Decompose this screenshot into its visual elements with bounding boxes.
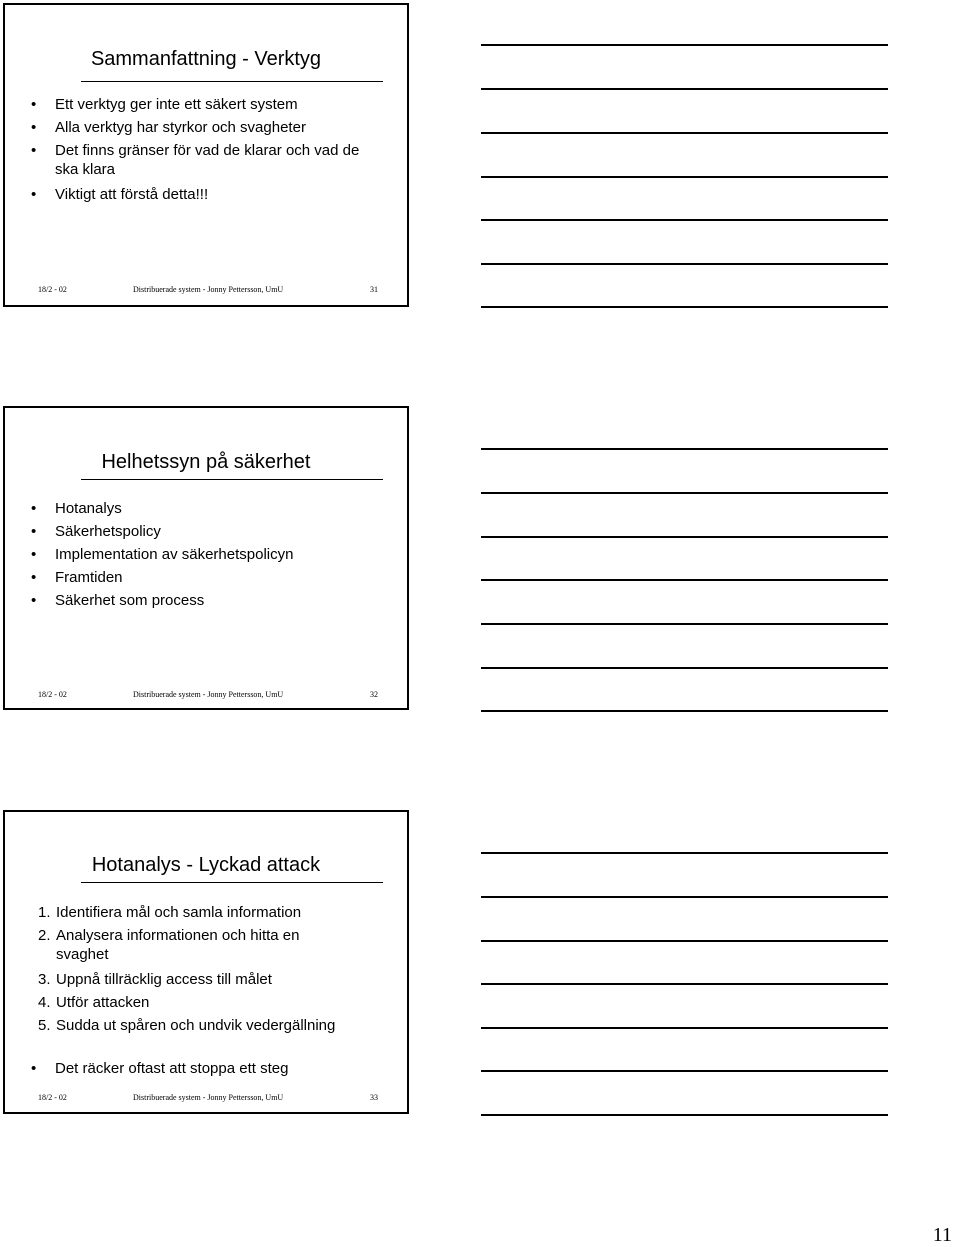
list-item: 1. Identifiera mål och samla information — [38, 901, 356, 924]
bullet-list — [31, 497, 293, 612]
note-line — [481, 983, 888, 985]
list-item: 2. Analysera informationen och hitta en svaghet — [38, 927, 300, 963]
list-item: • Ett verktyg ger inte ett säkert system — [31, 93, 385, 116]
note-line — [481, 176, 888, 178]
note-line — [481, 896, 888, 898]
footer-date: 18/2 - 02 — [38, 690, 67, 699]
step-number: 2. — [38, 927, 51, 944]
note-line — [481, 448, 888, 450]
footer-slide-number: 32 — [370, 690, 378, 699]
title-underline — [81, 81, 383, 82]
note-line — [481, 263, 888, 265]
list-item: • Hotanalys — [31, 497, 293, 520]
note-line — [481, 579, 888, 581]
slide-title: Hotanalys - Lyckad attack — [91, 854, 321, 876]
step-number: 1. — [38, 904, 51, 921]
slide-33 — [3, 810, 409, 1114]
page-number: 11 — [932, 1224, 952, 1246]
note-line — [481, 1070, 888, 1072]
note-line — [481, 710, 888, 712]
bullet-icon: • — [31, 569, 37, 586]
title-underline — [81, 882, 383, 883]
list-item: • Framtiden — [31, 566, 293, 589]
list-item: • Det finns gränser för vad de klarar och vad de ska klara — [31, 142, 360, 178]
list-item: • Säkerhetspolicy — [31, 520, 293, 543]
bullet-icon: • — [31, 96, 37, 113]
footer-slide-number: 31 — [370, 285, 378, 294]
list-item: 4. Utför attacken — [38, 991, 356, 1014]
footer-date: 18/2 - 02 — [38, 1093, 67, 1102]
note-line — [481, 44, 888, 46]
note-line — [481, 667, 888, 669]
slide-title: Sammanfattning - Verktyg — [90, 48, 322, 70]
step-number: 5. — [38, 1017, 51, 1034]
bullet-list — [31, 93, 385, 206]
list-item: • Säkerhet som process — [31, 589, 293, 612]
bullet-icon: • — [31, 1060, 37, 1077]
list-item: 5. Sudda ut spåren och undvik vedergällning — [38, 1014, 356, 1037]
footer-slide-number: 33 — [370, 1093, 378, 1102]
bullet-icon: • — [31, 523, 37, 540]
slide-31 — [3, 3, 409, 307]
bullet-icon: • — [31, 546, 37, 563]
numbered-list — [38, 901, 356, 1037]
note-line — [481, 219, 888, 221]
slide-title: Helhetssyn på säkerhet — [101, 451, 311, 473]
footer-course: Distribuerade system - Jonny Pettersson, UmU — [133, 1093, 284, 1102]
list-item: 3. Uppnå tillräcklig access till målet — [38, 968, 356, 991]
list-item: • Implementation av säkerhetspolicyn — [31, 543, 293, 566]
note-line — [481, 492, 888, 494]
note-line — [481, 536, 888, 538]
bullet-icon: • — [31, 186, 37, 203]
title-underline — [81, 479, 383, 480]
footer-date: 18/2 - 02 — [38, 285, 67, 294]
step-number: 4. — [38, 994, 51, 1011]
footer-course: Distribuerade system - Jonny Pettersson, UmU — [133, 285, 284, 294]
bullet-icon: • — [31, 500, 37, 517]
note-line — [481, 1114, 888, 1116]
note-line — [481, 623, 888, 625]
list-item: • Alla verktyg har styrkor och svagheter — [31, 116, 385, 139]
note-line — [481, 306, 888, 308]
bullet-icon: • — [31, 592, 37, 609]
slide-32 — [3, 406, 409, 710]
note-line — [481, 1027, 888, 1029]
list-item: • Viktigt att förstå detta!!! — [31, 183, 385, 206]
note-line — [481, 852, 888, 854]
footer-course: Distribuerade system - Jonny Pettersson, UmU — [133, 690, 284, 699]
step-number: 3. — [38, 971, 51, 988]
note-line — [481, 940, 888, 942]
note-line — [481, 132, 888, 134]
list-item: • Det räcker oftast att stoppa ett steg — [31, 1057, 288, 1080]
bullet-icon: • — [31, 119, 37, 136]
note-line — [481, 88, 888, 90]
bullet-icon: • — [31, 142, 37, 159]
